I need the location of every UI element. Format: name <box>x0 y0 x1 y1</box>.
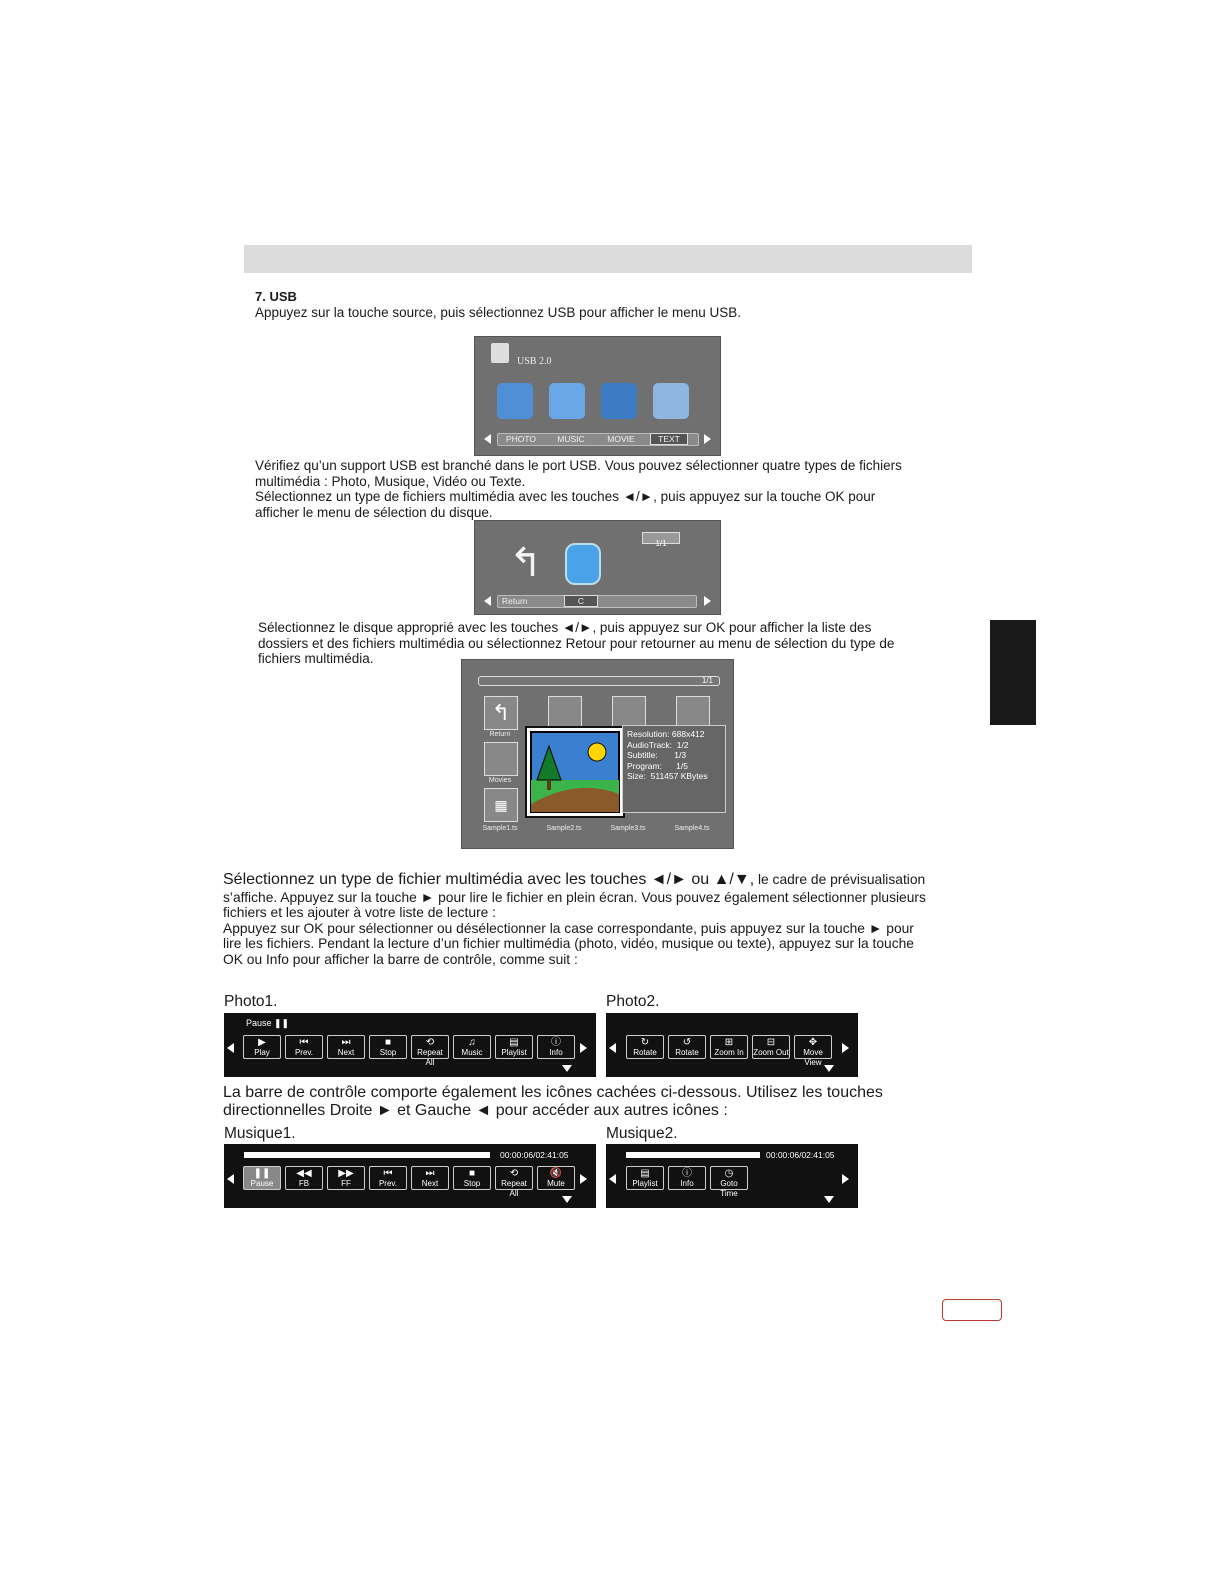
para1-line3: Sélectionnez un type de fichiers multimédia avec les touches ◄/►, puis appuyez sur la touche OK pour <box>255 489 876 504</box>
chapter-tab <box>990 620 1036 725</box>
para4-line1: La barre de contrôle comporte également les icônes cachées ci-dessous. Utilisez les touches <box>223 1084 883 1101</box>
button-label: Next <box>421 1179 439 1188</box>
para3-line1 <box>223 871 925 889</box>
clock-icon: ◷ <box>724 1168 734 1179</box>
photo2-button-rotate[interactable] <box>626 1035 664 1059</box>
disk-c[interactable]: C <box>564 595 598 607</box>
playlist-icon: ▤ <box>640 1168 650 1179</box>
para2-line3: fichiers multimédia. <box>258 651 374 666</box>
file-info-panel <box>622 725 726 813</box>
usb-type-text[interactable]: TEXT <box>650 433 688 445</box>
button-label: Zoom In <box>714 1048 744 1057</box>
left-arrow-icon[interactable] <box>484 596 491 606</box>
music1-button-fb[interactable] <box>285 1166 323 1190</box>
left-arrow-icon[interactable] <box>609 1174 616 1184</box>
next-icon: ⏭ <box>425 1168 435 1179</box>
down-arrow-icon[interactable] <box>824 1065 834 1072</box>
rotate-ccw-icon: ↺ <box>682 1037 692 1048</box>
section-title: 7. USB <box>255 289 297 304</box>
text-folder-icon[interactable] <box>653 383 689 419</box>
music2-progress-bar[interactable] <box>626 1152 760 1158</box>
photo2-button-move-view[interactable] <box>794 1035 832 1067</box>
para4-line2: directionnelles Droite ► et Gauche ◄ pour accéder aux autres icônes : <box>223 1102 728 1119</box>
button-label: Repeat All <box>501 1179 527 1198</box>
photo1-button-music[interactable] <box>453 1035 491 1059</box>
photo1-button-stop[interactable] <box>369 1035 407 1059</box>
usb-menu-screen <box>474 336 721 456</box>
disk-page-box <box>642 532 680 548</box>
button-label: Info <box>549 1048 563 1057</box>
intro-text: Appuyez sur la touche source, puis sélectionnez USB pour afficher le menu USB. <box>255 305 742 320</box>
stop-icon: ■ <box>384 1037 392 1048</box>
music1-time: 00:00:06/02:41:05 <box>500 1150 569 1160</box>
para3-lead: Sélectionnez un type de fichier multimédia avec les touches ◄/► ou ▲/▼, <box>223 871 755 888</box>
left-arrow-icon[interactable] <box>484 434 491 444</box>
music2-time: 00:00:06/02:41:05 <box>766 1150 835 1160</box>
disk-bar <box>497 595 697 608</box>
right-arrow-icon[interactable] <box>580 1043 587 1053</box>
disk-return[interactable]: Return <box>502 596 528 606</box>
para2-line2: dossiers et des fichiers multimédia ou sélectionnez Retour pour retourner au menu de sélection du type de <box>258 636 895 651</box>
music-icon: ♫ <box>468 1037 476 1048</box>
photo1-button-play[interactable] <box>243 1035 281 1059</box>
preview-frame <box>525 726 625 818</box>
right-arrow-icon[interactable] <box>580 1174 587 1184</box>
info-icon: ⓘ <box>551 1037 561 1048</box>
repeat-icon: ⟲ <box>509 1168 519 1179</box>
photo1-button-next[interactable] <box>327 1035 365 1059</box>
zoom-in-icon: ⊞ <box>724 1037 734 1048</box>
photo2-control-bar <box>606 1013 858 1077</box>
button-label: FB <box>298 1179 310 1188</box>
photo2-button-zoom-out[interactable] <box>752 1035 790 1059</box>
photo1-label: Photo1. <box>224 993 278 1010</box>
info-size: Size: 511457 KBytes <box>627 771 708 781</box>
right-arrow-icon[interactable] <box>704 434 711 444</box>
zoom-out-icon: ⊟ <box>766 1037 776 1048</box>
music2-button-goto-time[interactable] <box>710 1166 748 1198</box>
button-label: Stop <box>463 1179 481 1188</box>
music1-label: Musique1. <box>224 1125 296 1142</box>
music1-button-stop[interactable] <box>453 1166 491 1190</box>
file-browser-screen <box>461 659 734 849</box>
music1-button-prev-[interactable] <box>369 1166 407 1190</box>
usb-type-music[interactable]: MUSIC <box>557 434 585 444</box>
rotate-cw-icon: ↻ <box>640 1037 650 1048</box>
disk-drive-icon[interactable] <box>565 543 601 585</box>
music1-button-pause[interactable] <box>243 1166 281 1190</box>
para1-line2: multimédia : Photo, Musique, Vidéo ou Texte. <box>255 474 526 489</box>
button-label: Repeat All <box>417 1048 443 1067</box>
stop-icon: ■ <box>468 1168 476 1179</box>
right-arrow-icon[interactable] <box>704 596 711 606</box>
button-label: Playlist <box>632 1179 658 1188</box>
button-label: Rotate <box>675 1048 699 1057</box>
pause-icon: ❚❚ <box>253 1168 271 1179</box>
info-program: Program: 1/5 <box>627 760 688 771</box>
fast-forward-icon: ▶▶ <box>338 1168 354 1179</box>
button-label: Pause <box>250 1179 274 1188</box>
repeat-icon: ⟲ <box>425 1037 435 1048</box>
music-folder-icon[interactable] <box>549 383 585 419</box>
button-label: Goto Time <box>720 1179 738 1198</box>
down-arrow-icon[interactable] <box>824 1196 834 1203</box>
button-label: Next <box>337 1048 355 1057</box>
left-arrow-icon[interactable] <box>227 1174 234 1184</box>
para3-line5: lire les fichiers. Pendant la lecture d’un fichier multimédia (photo, vidéo, musique ou texte), appuyez sur la touche <box>223 936 914 951</box>
fast-back-icon: ◀◀ <box>296 1168 312 1179</box>
para3-line2: s’affiche. Appuyez sur la touche ► pour lire le fichier en plein écran. Vous pouvez également sélectionner plusieurs <box>223 890 926 905</box>
para3-tail: le cadre de prévisualisation <box>754 872 926 887</box>
header-band <box>244 245 972 273</box>
browser-progress-bar <box>478 676 720 686</box>
button-label: Mute <box>547 1179 565 1188</box>
button-label: Playlist <box>501 1048 527 1057</box>
info-resolution: Resolution: 688x412 <box>627 729 705 739</box>
para3-line6: OK ou Info pour afficher la barre de contrôle, comme suit : <box>223 952 578 967</box>
down-arrow-icon[interactable] <box>562 1196 572 1203</box>
photo2-button-rotate[interactable] <box>668 1035 706 1059</box>
photo2-label: Photo2. <box>606 993 660 1010</box>
usb-menu-title: USB 2.0 <box>517 356 552 367</box>
music1-progress-bar[interactable] <box>244 1152 490 1158</box>
para2-line1: Sélectionnez le disque approprié avec les touches ◄/►, puis appuyez sur OK pour afficher la liste des <box>258 620 872 635</box>
usb-logo-icon <box>491 343 509 363</box>
photo2-button-zoom-in[interactable] <box>710 1035 748 1059</box>
info-subtitle: Subtitle: 1/3 <box>627 750 687 760</box>
button-label: FF <box>341 1179 351 1188</box>
tile-label-sample3: Sample3.ts <box>610 825 646 832</box>
para3-line4: Appuyez sur OK pour sélectionner ou désélectionner la case correspondante, puis appuyez sur la touche ► pour <box>223 921 914 936</box>
para1-line4: afficher le menu de sélection du disque. <box>255 505 493 520</box>
music2-button-playlist[interactable] <box>626 1166 664 1190</box>
usb-type-movie[interactable]: MOVIE <box>607 434 635 444</box>
button-label: Zoom Out <box>753 1048 789 1057</box>
info-icon: ⓘ <box>682 1168 692 1179</box>
down-arrow-icon[interactable] <box>562 1065 572 1072</box>
photo1-button-info[interactable] <box>537 1035 575 1059</box>
para1-line1: Vérifiez qu’un support USB est branché dans le port USB. Vous pouvez sélectionner quatre types de fichiers <box>255 458 902 473</box>
button-label: Prev. <box>378 1179 398 1188</box>
button-label: Move View <box>803 1048 823 1067</box>
right-arrow-icon[interactable] <box>842 1043 849 1053</box>
disk-page-number: 1/1 <box>655 539 667 548</box>
info-audiotrack: AudioTrack: 1/2 <box>627 739 689 750</box>
preview-image-icon <box>527 728 623 816</box>
music1-button-ff[interactable] <box>327 1166 365 1190</box>
tile-label-sample1: Sample1.ts <box>482 825 518 832</box>
tile-label-return: Return <box>489 731 511 738</box>
music1-button-next[interactable] <box>411 1166 449 1190</box>
button-label: Play <box>254 1048 270 1057</box>
button-label: Stop <box>379 1048 397 1057</box>
play-icon: ▶ <box>258 1037 266 1048</box>
button-label: Music <box>461 1048 483 1057</box>
movie-folder-icon[interactable] <box>601 383 637 419</box>
music1-control-bar <box>224 1144 596 1208</box>
prev-icon: ⏮ <box>383 1168 393 1179</box>
tile-label-movies: Movies <box>488 777 512 784</box>
music1-button-mute[interactable] <box>537 1166 575 1190</box>
movies-folder-icon[interactable] <box>484 742 518 776</box>
music2-button-info[interactable] <box>668 1166 706 1190</box>
playlist-icon: ▤ <box>509 1037 519 1048</box>
prev-icon: ⏮ <box>299 1037 309 1048</box>
photo1-button-prev-[interactable] <box>285 1035 323 1059</box>
browser-page-number: 1/1 <box>701 676 713 685</box>
photo1-control-bar <box>224 1013 596 1077</box>
mute-icon: 🔇 <box>549 1168 563 1179</box>
video-file-icon[interactable]: ▦ <box>484 788 518 822</box>
button-label: Prev. <box>294 1048 314 1057</box>
button-label: Info <box>680 1179 694 1188</box>
folder-tile-icon[interactable] <box>548 696 582 730</box>
page-number-box <box>942 1299 1002 1321</box>
disk-menu-screen <box>474 520 721 615</box>
move-view-icon: ✥ <box>808 1037 818 1048</box>
tile-label-sample4: Sample4.ts <box>674 825 710 832</box>
photo-folder-icon[interactable] <box>497 383 533 419</box>
photo1-status: Pause ❚❚ <box>246 1018 290 1028</box>
return-arrow-icon[interactable]: ↰ <box>509 541 543 585</box>
button-label: Rotate <box>633 1048 657 1057</box>
tile-label-sample2: Sample2.ts <box>546 825 582 832</box>
photo1-button-repeat-all[interactable] <box>411 1035 449 1067</box>
music2-control-bar <box>606 1144 858 1208</box>
music1-button-repeat-all[interactable] <box>495 1166 533 1198</box>
return-tile-icon[interactable]: ↰ <box>484 696 518 730</box>
left-arrow-icon[interactable] <box>609 1043 616 1053</box>
left-arrow-icon[interactable] <box>227 1043 234 1053</box>
para3-line3: fichiers et les ajouter à votre liste de lecture : <box>223 905 497 920</box>
right-arrow-icon[interactable] <box>842 1174 849 1184</box>
music2-label: Musique2. <box>606 1125 678 1142</box>
usb-type-bar <box>497 433 699 446</box>
usb-type-photo[interactable]: PHOTO <box>505 434 537 444</box>
photo1-button-playlist[interactable] <box>495 1035 533 1059</box>
next-icon: ⏭ <box>341 1037 351 1048</box>
